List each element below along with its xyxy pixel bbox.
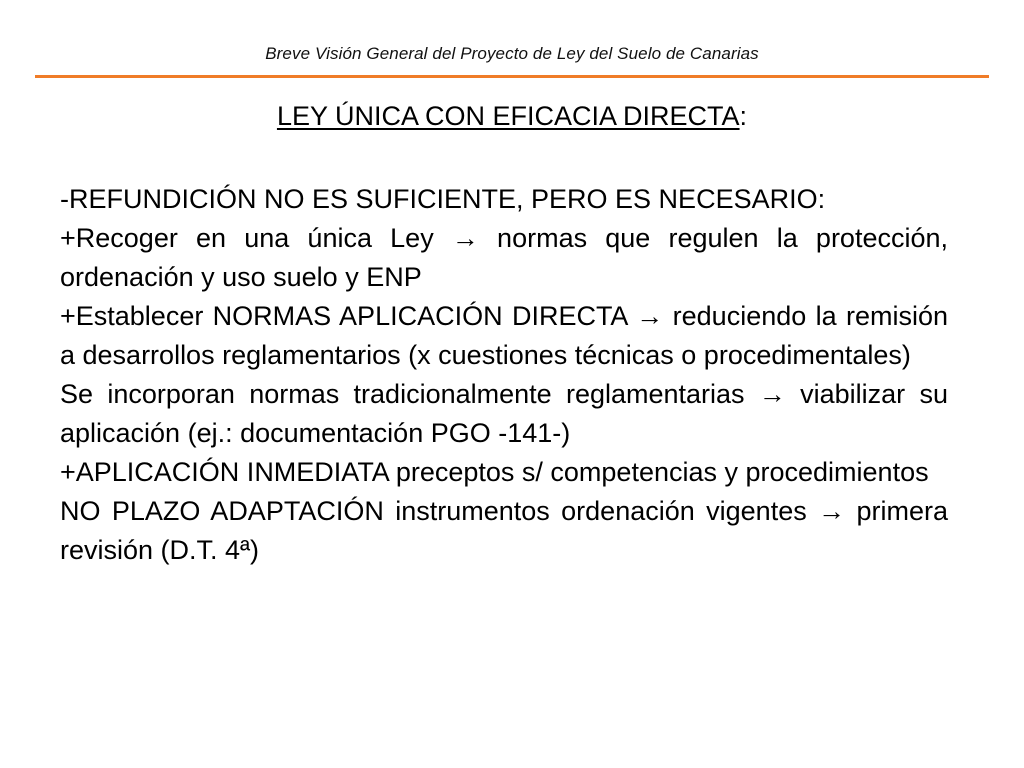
slide-heading-underlined: LEY ÚNICA CON EFICACIA DIRECTA <box>276 101 740 131</box>
paragraph-no-plazo: NO PLAZO ADAPTACIÓN instrumentos ordenación vigentes → primera revisión (D.T. 4ª) <box>60 496 948 565</box>
slide-heading-suffix: : <box>739 101 748 131</box>
paragraph-refundicion: -REFUNDICIÓN NO ES SUFICIENTE, PERO ES NECESARIO: <box>60 184 826 214</box>
paragraph-normas-aplicacion: +Establecer NORMAS APLICACIÓN DIRECTA → reduciendo la remisión a desarrollos reglamentarios (x cuestiones técnicas o procedimentales) <box>60 301 948 370</box>
header-title: Breve Visión General del Proyecto de Ley del Suelo de Canarias <box>265 44 759 63</box>
paragraph-aplicacion-inmediata: +APLICACIÓN INMEDIATA preceptos s/ competencias y procedimientos <box>60 457 929 487</box>
slide-heading <box>0 98 1024 134</box>
paragraph-normas-reglamentarias: Se incorporan normas tradicionalmente reglamentarias → viabilizar su aplicación (ej.: documentación PGO -141-) <box>60 379 948 448</box>
header-divider <box>35 75 989 78</box>
paragraph-recoger-ley: +Recoger en una única Ley → normas que regulen la protección, ordenación y uso suelo y ENP <box>60 223 948 292</box>
slide-body <box>60 180 948 570</box>
